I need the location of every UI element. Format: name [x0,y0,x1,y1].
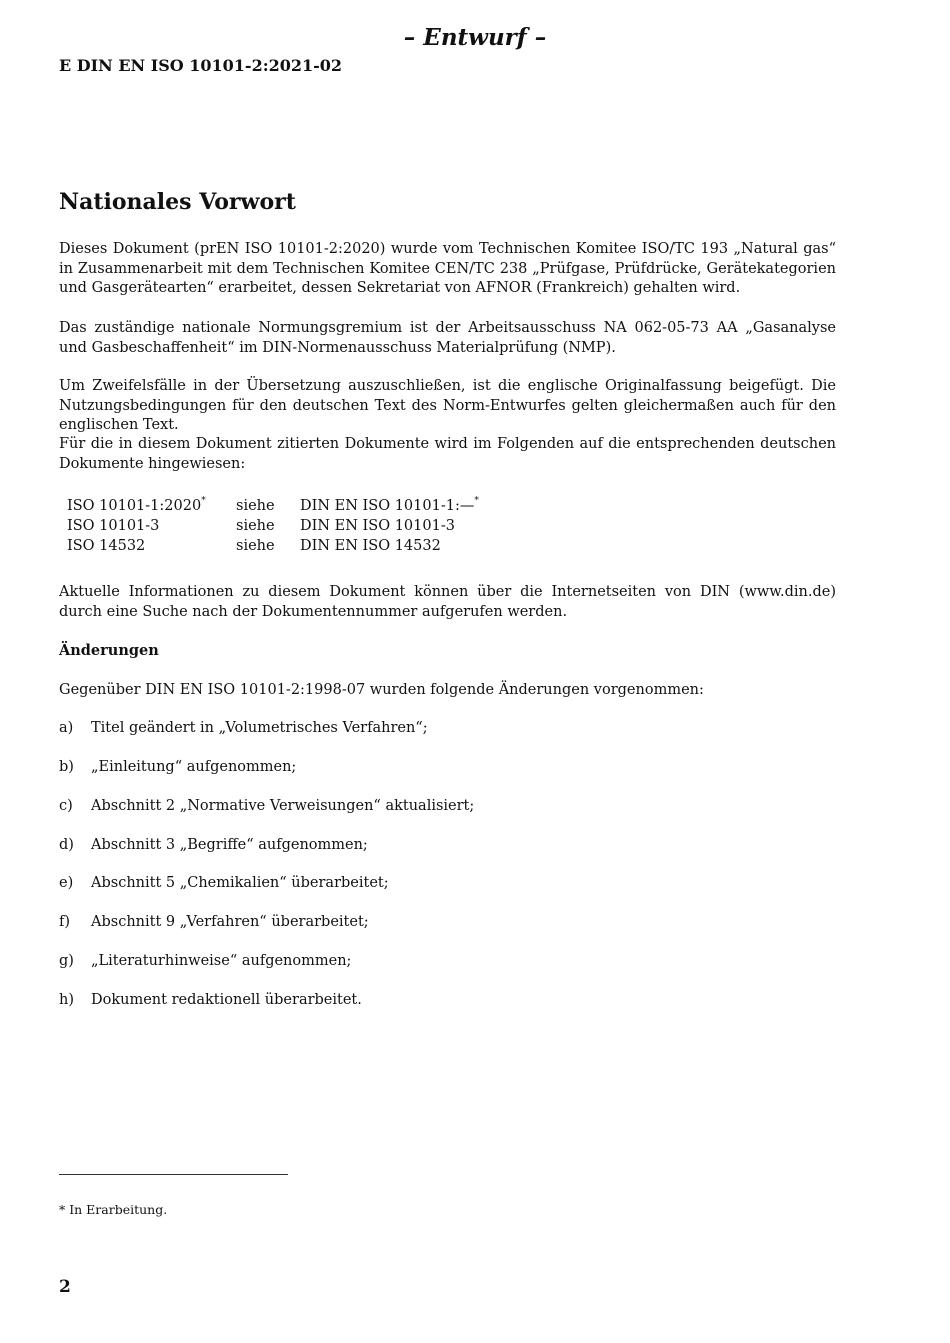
table-row [67,534,479,554]
paragraph-committee: Dieses Dokument (prEN ISO 10101-2:2020) wurde vom Technischen Komitee ISO/TC 193 „Natural gas“ in Zusammenarbeit mit dem Technischen Komitee CEN/TC 238 „Prüfgase, Prüfdrücke, Gerätekategorien und Gasgerätearten“ erarbeitet, dessen Sekretariat von AFNOR (Frankreich) gehalten wird. [59,241,836,296]
iso-reference: ISO 10101-1:2020* [67,496,206,514]
reference-table [67,494,479,554]
list-item: g) „Literaturhinweise“ aufgenommen; [59,953,352,969]
iso-reference: ISO 10101-3 [67,518,160,534]
draft-label: – Entwurf – [403,24,547,51]
footnote-marker: * [201,496,206,506]
din-reference: DIN EN ISO 10101-3 [300,518,455,534]
din-reference: DIN EN ISO 14532 [300,538,441,554]
table-row [67,514,479,534]
link-word: siehe [236,518,275,534]
link-word: siehe [236,498,275,514]
list-item: f) Abschnitt 9 „Verfahren“ überarbeitet; [59,914,369,930]
link-word: siehe [236,538,275,554]
page-number: 2 [59,1277,71,1297]
document-id: E DIN EN ISO 10101-2:2021-02 [59,56,343,75]
paragraph-translation: Um Zweifelsfälle in der Übersetzung auszuschließen, ist die englische Originalfassung beigefügt. Die Nutzungsbedingungen für den deutschen Text des Norm-Entwurfes gelten gleichermaßen auch für den englischen Text. [59,378,836,433]
footnote: * In Erarbeitung. [59,1202,168,1217]
footnote-marker: * [474,496,479,506]
list-item: h) Dokument redaktionell überarbeitet. [59,992,362,1008]
paragraph-current-info: Aktuelle Informationen zu diesem Dokument können über die Internetseiten von DIN (www.din.de) durch eine Suche nach der Dokumentennummer aufgerufen werden. [59,584,836,620]
list-item: d) Abschnitt 3 „Begriffe“ aufgenommen; [59,837,368,853]
paragraph-standards-body: Das zuständige nationale Normungsgremium ist der Arbeitsausschuss NA 062-05-73 AA „Gasanalyse und Gasbeschaffenheit“ im DIN-Normenausschuss Materialprüfung (NMP). [59,320,836,356]
table-row [67,494,479,514]
list-item: a) Titel geändert in „Volumetrisches Verfahren“; [59,720,428,736]
list-item: b) „Einleitung“ aufgenommen; [59,759,297,775]
changes-intro: Gegenüber DIN EN ISO 10101-2:1998-07 wurden folgende Änderungen vorgenommen: [59,682,704,698]
changes-heading: Änderungen [59,642,159,659]
iso-reference: ISO 14532 [67,538,146,554]
list-item: e) Abschnitt 5 „Chemikalien“ überarbeitet; [59,875,389,891]
paragraph-references-intro: Für die in diesem Dokument zitierten Dokumente wird im Folgenden auf die entsprechenden deutschen Dokumente hingewiesen: [59,436,836,472]
section-title: Nationales Vorwort [59,189,296,215]
footnote-divider [59,1174,288,1175]
din-reference: DIN EN ISO 10101-1:—* [300,496,479,514]
list-item: c) Abschnitt 2 „Normative Verweisungen“ aktualisiert; [59,798,475,814]
